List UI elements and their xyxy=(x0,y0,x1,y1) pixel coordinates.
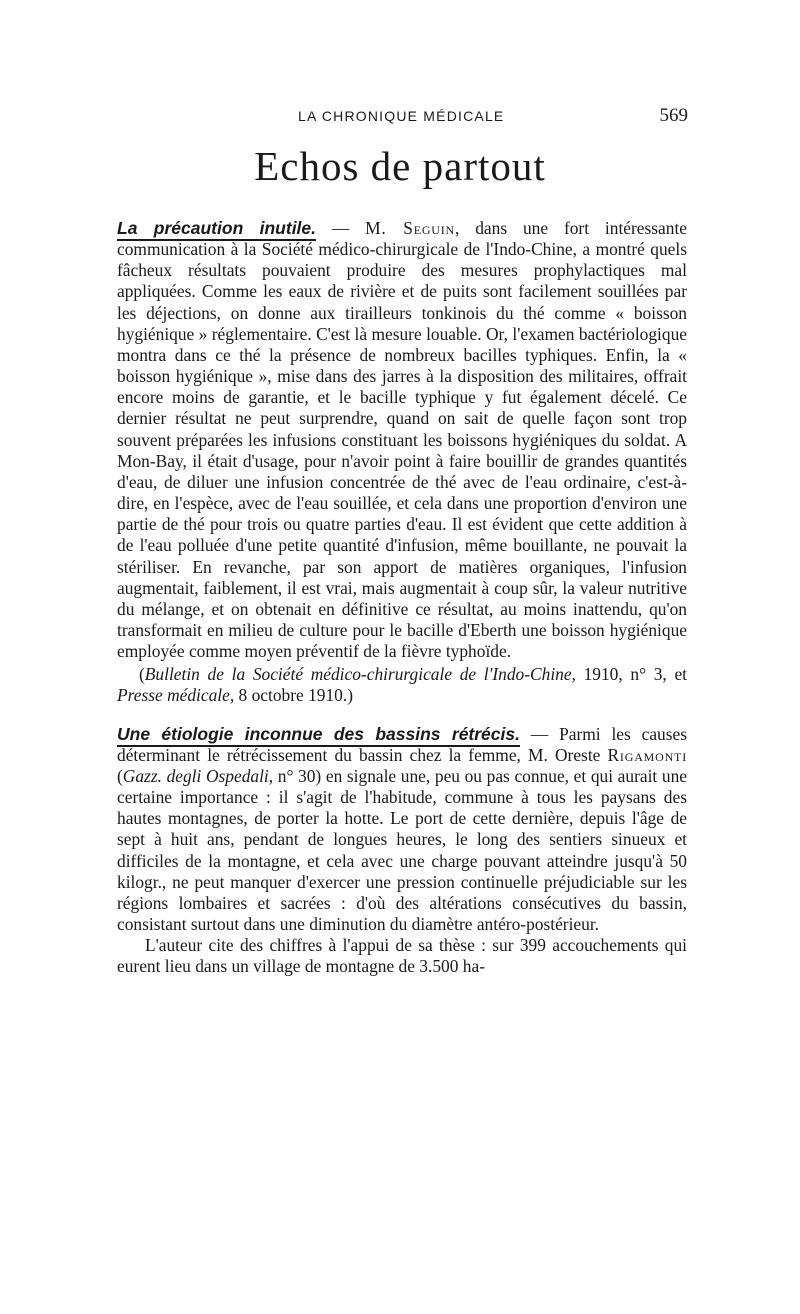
reference-source: Gazz. degli Ospedali, xyxy=(122,765,274,786)
section-title: Echos de partout xyxy=(254,143,546,189)
article-rubric: La précaution inutile. xyxy=(117,218,316,241)
article-text: Parmi les causes déterminant le rétrécissement du bassin chez la femme, M. Oreste xyxy=(117,723,687,765)
article-etiologie-bassins xyxy=(117,724,687,936)
section-spacer xyxy=(117,707,687,724)
citation-source: Presse médicale, xyxy=(117,685,235,706)
running-head xyxy=(148,105,688,130)
author-name: M. Seguin xyxy=(365,218,456,238)
citation-mid: 1910, n° 3, et xyxy=(575,664,687,685)
article-paragraph: L'auteur cite des chiffres à l'appui de sa thèse : sur 399 accouchements qui eurent lieu dans un village de montagne de 3.500 ha- xyxy=(117,935,687,977)
article-rubric: Une étiologie inconnue des bassins rétrécis. xyxy=(117,724,520,747)
article-citation xyxy=(117,664,687,706)
body-text xyxy=(117,218,687,977)
citation-source: Bulletin de la Société médico-chirurgicale de l'Indo-Chine, xyxy=(144,664,576,685)
citation-open: ( xyxy=(139,664,145,685)
article-precaution-inutile xyxy=(117,218,687,662)
rubric-dash: — xyxy=(316,218,366,238)
author-name: Rigamonti xyxy=(607,744,687,765)
rubric-dash: — xyxy=(519,723,560,744)
page-number: 569 xyxy=(659,105,688,126)
article-text: , dans une fort intéressante communication à la Société médico-chirurgicale de l'Indo-Chine, a montré quels fâcheux résultats pouvaient produire des mesures prophylactiques mal appliquées. Comme les eaux de rivière et de puits sont facilement souillées par les déjections, on donne aux tirailleurs tonkinois du thé comme « boisson hygiénique » réglementaire. C'est là mesure louable. Or, l'examen bactériologique montra dans ce thé la présence de nombreux bacilles typhiques. Enfin, la « boisson hygiénique », mise dans des jarres à la disposition des militaires, offrait encore moins de garantie, et le bacille typhique y fut également décelé. Ce dernier résultat ne peut surprendre, quand on sait de quelle façon sont trop souvent préparées les infusions constituant les boissons hygiéniques du soldat. A Mon-Bay, il était d'usage, pour n'avoir point à faire bouillir de grandes quantités d'eau, de diluer une infusion concentrée de thé avec de l'eau ordinaire, c'est-à-dire, en l'espèce, avec de l'eau souillée, et cela dans une proportion d'environ une partie de thé pour trois ou quatre parties d'eau. Il est évident que cette addition à de l'eau polluée d'une petite quantité d'infusion, même bouillante, ne pouvait la stériliser. En revanche, par son apport de matières organiques, l'infusion augmentait, faiblement, il est vrai, mais augmentait à coup sûr, la valeur nutritive du mélange, et on obtenait en définitive ce résultat, au moins inattendu, qu'on transformait en milieu de culture pour le bacille d'Eberth une boisson hygiénique employée comme moyen préventif de la fièvre typhoïde. xyxy=(117,218,688,662)
citation-end: 8 octobre 1910.) xyxy=(234,685,353,706)
running-title: LA CHRONIQUE MÉDICALE xyxy=(298,108,505,124)
article-text: n° 30) en signale une, peu ou pas connue, et qui aurait une certaine importance : il s'agit de l'habitude, commune à tous les paysans des hautes montagnes, de porter la hotte. Le port de cette dernière, depuis l'âge de sept à huit ans, pendant de longues heures, le long des sentiers sinueux et difficiles de la montagne, et cela avec une charge pouvant atteindre jusqu'à 50 kilogr., ne peut manquer d'exercer une pression continuelle préjudiciable sur les régions lombaires et sacrées : d'où des altérations consécutives du bassin, consistant surtout dans une diminution du diamètre antéro-postérieur. xyxy=(117,765,688,934)
reference-open: ( xyxy=(117,765,123,786)
